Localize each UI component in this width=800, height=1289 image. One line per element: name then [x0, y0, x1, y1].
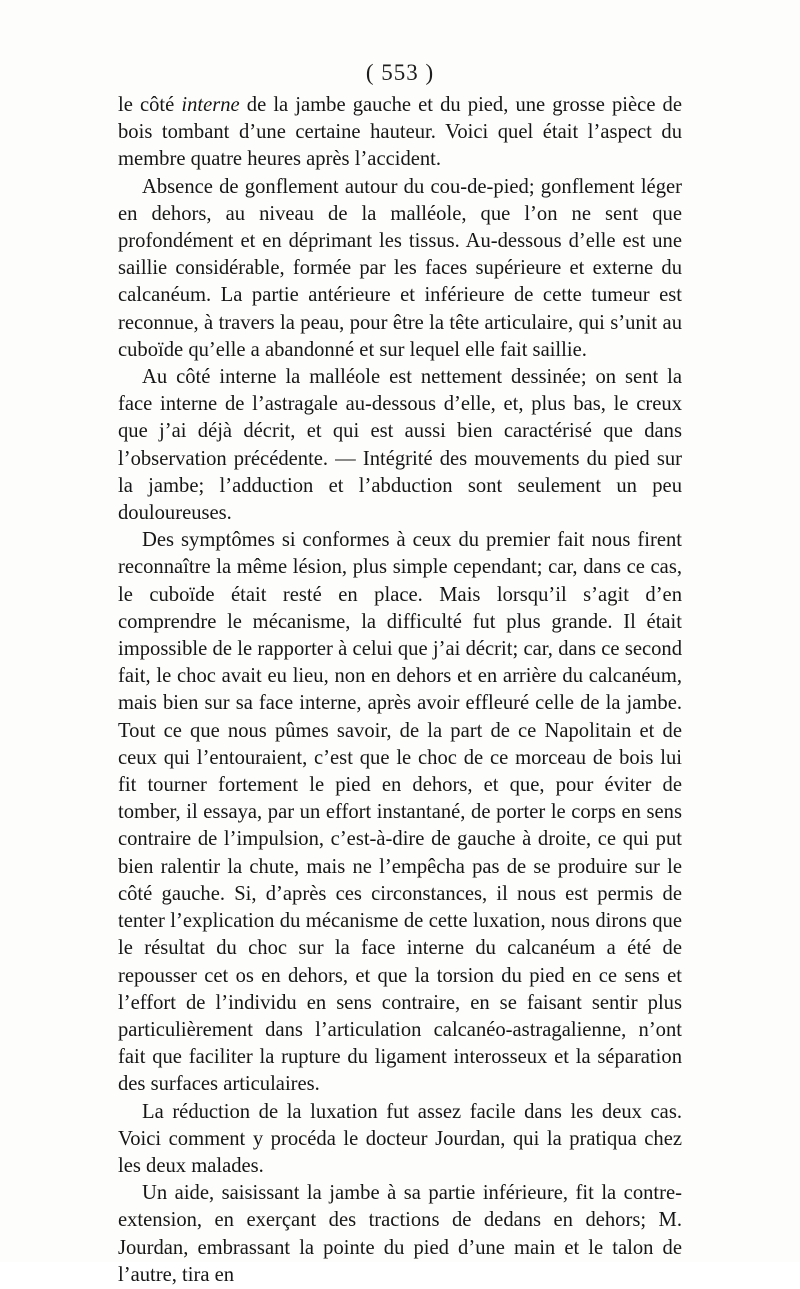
- paragraph-4: [118, 527, 682, 1098]
- paragraph-3: [118, 364, 682, 527]
- paragraph-5: [118, 1099, 682, 1181]
- paragraph-6-text: Un aide, saisissant la jambe à sa partie inférieure, fit la contre-extension, en exerçant des tractions de dedans en dehors; M. Jourdan, embrassant la pointe du pied d’une main et le talon de l’autre, tira en: [118, 1182, 682, 1286]
- body-text: [118, 92, 682, 1289]
- paragraph-4-text: Des symptômes si conformes à ceux du premier fait nous firent reconnaître la même lésion, plus simple cependant; car, dans ce cas, le cuboïde était resté en place. Mais lorsqu’il s’agit d’en comprendre le mécanisme, la difficulté fut plus grande. Il était impossible de le rapporter à celui que j’ai décrit; car, dans ce second fait, le choc avait eu lieu, non en dehors et en arrière du calcanéum, mais bien sur sa face interne, après avoir effleuré celle de la jambe. Tout ce que nous pûmes savoir, de la part de ce Napolitain et de ceux qui l’entouraient, c’est que le choc de ce morceau de bois lui fit tourner fortement le pied en dehors, et que, pour éviter de tomber, il essaya, par un effort instantané, de porter le corps en sens contraire de l’impulsion, c’est-à-dire de gauche à droite, ce qui put bien ralentir la chute, mais ne l’empêcha pas de se produire sur le côté gauche. Si, d’après ces circonstances, il nous est permis de tenter l’explication du mécanisme de cette luxation, nous dirons que le résultat du choc sur la face interne du calcanéum a été de repousser cet os en dehors, et que la torsion du pied en ce sens et l’effort de l’individu en sens contraire, en se faisant sentir plus particulièrement dans l’articulation calcanéo-astragalienne, n’ont fait que faciliter la rupture du ligament interosseux et la séparation des surfaces articulaires.: [118, 529, 682, 1096]
- paragraph-2: [118, 174, 682, 364]
- paragraph-6: [118, 1180, 682, 1289]
- paragraph-5-text: La réduction de la luxation fut assez facile dans les deux cas. Voici comment y procéda le docteur Jourdan, qui la pratiqua chez les deux malades.: [118, 1100, 682, 1177]
- paragraph-1-start: le côté: [118, 94, 182, 116]
- paragraph-1-rest: de la jambe gauche et du pied, une grosse pièce de bois tombant d’une certaine hauteur. Voici quel était l’aspect du membre quatre heures après l’accident.: [118, 94, 682, 171]
- page-number: ( 553 ): [365, 60, 435, 85]
- paragraph-3-text: Au côté interne la malléole est nettement dessinée; on sent la face interne de l’astragale au-dessous d’elle, et, plus bas, le creux que j’ai déjà décrit, et qui est aussi bien caractérisé que dans l’observation précédente. — Intégrité des mouvements du pied sur la jambe; l’adduction et l’abduction sont seulement un peu douloureuses.: [118, 366, 682, 525]
- paragraph-2-text: Absence de gonflement autour du cou-de-pied; gonflement léger en dehors, au niveau de la malléole, que l’on ne sent que profondément et en déprimant les tissus. Au-dessous d’elle est une saillie considérable, formée par les faces supérieure et externe du calcanéum. La partie antérieure et inférieure de cette tumeur est reconnue, à travers la peau, pour être la tête articulaire, qui s’unit au cuboïde qu’elle a abandonné et sur lequel elle fait saillie.: [118, 175, 682, 361]
- paragraph-1: [118, 92, 682, 174]
- emphasis-interne: interne: [181, 94, 240, 116]
